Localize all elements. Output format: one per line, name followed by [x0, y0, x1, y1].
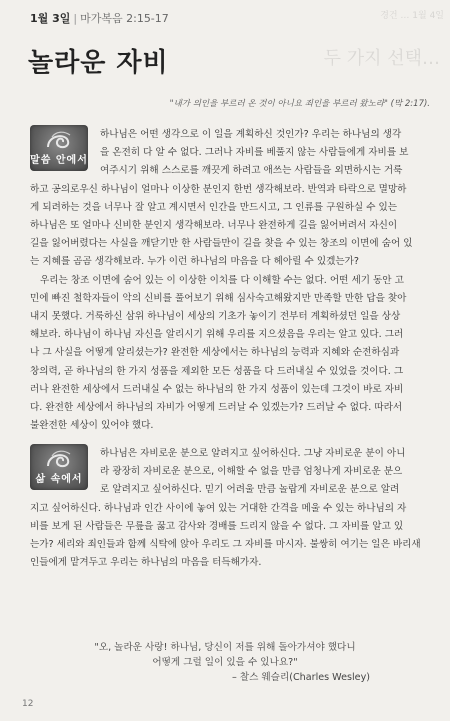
text-line: 다. 완전한 세상에서 하나님의 자비가 어떻게 드러날 수 있겠는가? 드러날 수 없다. 따라서 [30, 402, 403, 414]
text-line: 하나님은 또 얼마나 신비한 분인지 생각해보라. 너무나 완전하게 길을 잃어버려서 자신이 [30, 220, 398, 232]
text-line: 여주시기 위해 스스로를 깨끗게 하려고 애쓰는 사람들을 외면하시는 거룩 [100, 165, 403, 177]
text-line: 해보라. 하나님이 하나님 자신을 알리시기 위해 우리를 지으셨음을 우리는 알고 있다. 그러 [30, 329, 404, 341]
page-header [30, 10, 169, 26]
scripture-reference: 마가복음 2:15-17 [80, 12, 169, 25]
text-line: 라 광장히 자비로운 분으로, 이해할 수 없을 만큼 엄청나게 자비로운 분으 [100, 466, 403, 478]
text-line: 게 되려하는 것을 너무나 잘 알고 계시면서 인간을 만드시고, 그 인류를 구원하실 수 있는 [30, 201, 398, 213]
quote-line: 어떻게 그럴 일이 있을 수 있나요?" [152, 657, 298, 668]
quote-author: – 찰스 웨슬리(Charles Wesley) [231, 672, 370, 683]
text-line: 비를 보게 된 사람들은 무릎을 꿇고 감사와 경배를 드리지 않을 수 없다. 그 자비를 알고 있 [30, 520, 404, 532]
text-line: 길을 잃어버렸다는 사실을 깨닫기만 한 사람들만이 길을 찾을 수 있는 창조의 이면에 숨어 있 [30, 238, 413, 250]
page-number: 12 [22, 699, 34, 709]
text-line: 내지 못했다. 거룩하신 삼위 하나님이 세상의 기초가 놓이기 전부터 계획하셨던 일을 상상 [30, 311, 401, 323]
text-line: 하나님은 어떤 생각으로 이 일을 계획하신 것인가? 우리는 하나님의 생각 [100, 129, 402, 140]
text-line: 우리는 창조 이면에 숨어 있는 이 이상한 이치를 다 이해할 수는 없다. 어떤 세기 동안 고 [40, 274, 404, 286]
text-line: 민에 빠진 철학자들이 악의 신비를 풀어보기 위해 심사숙고해왔지만 만족할 만한 답을 찾아 [30, 292, 407, 304]
paragraph-life [30, 445, 432, 572]
text-line: 창의력, 곧 하나님의 한 가지 성품을 제외한 모든 성품을 다 드러내실 수 있었을 것이다. 그 [30, 365, 404, 377]
paragraph-word [30, 126, 432, 435]
text-line: 하나님은 자비로운 분으로 알려지고 싶어하신다. 그냥 자비로운 분이 아니 [100, 448, 406, 459]
header-date: 1월 3일 [30, 12, 71, 25]
show-through-header: 경건 … 1월 4일 [380, 11, 444, 21]
show-through-title: 두 가지 선택… [323, 48, 440, 69]
text-line: 는 지혜를 곰곰 생각해보라. 누가 이런 하나님의 마음을 다 헤아릴 수 있겠는가? [30, 256, 359, 268]
text-line: 하고 공의로우신 하나님이 얼마나 이상한 분인지 한번 생각해보라. 반역과 타락으로 멸망하 [30, 183, 407, 195]
header-separator: | [73, 12, 78, 25]
text-line: 을 온전히 다 알 수 없다. 그러나 자비를 베풀지 않는 사람들에게 자비를 보 [100, 147, 409, 159]
closing-quote [0, 640, 450, 685]
epigraph-quote: "내가 의인을 부르러 온 것이 아니요 죄인을 부르러 왔노라" (막 2:17). [169, 99, 430, 109]
page-title: 놀라운 자비 [28, 48, 169, 78]
text-line: 지고 싶어하신다. 하나님과 인간 사이에 놓여 있는 거대한 간격을 메울 수 있는 하나님의 자 [30, 502, 407, 514]
badge-label-word: 말씀 안에서 [30, 155, 88, 166]
text-line: 로 알려지고 싶어하신다. 믿기 어려울 만큼 놀랍게 자비로운 분으로 알려 [100, 484, 400, 496]
text-line: 인들에게 맡겨두고 우리는 하나님의 마음을 터득해가자. [30, 557, 262, 569]
text-line: 불완전한 세상이 있어야 했다. [30, 420, 154, 432]
text-line: 나 그 사실을 어떻게 알리셨는가? 완전한 세상에서는 하나님의 능력과 지혜와 순전하심과 [30, 347, 400, 359]
text-line: 러나 완전한 세상에서 드러내실 수 없는 하나님의 한 가지 성품이 있는데 그것이 바로 자비 [30, 383, 404, 395]
badge-label-life: 삶 속에서 [35, 474, 83, 485]
quote-line: "오, 놀라운 사랑! 하나님, 당신이 저를 위해 돌아가셔야 했다니 [94, 642, 356, 653]
text-line: 는가? 세리와 죄인들과 함께 식탁에 앉아 우리도 그 자비를 마시자. 불쌍히 여기는 일은 바리새 [30, 539, 421, 551]
